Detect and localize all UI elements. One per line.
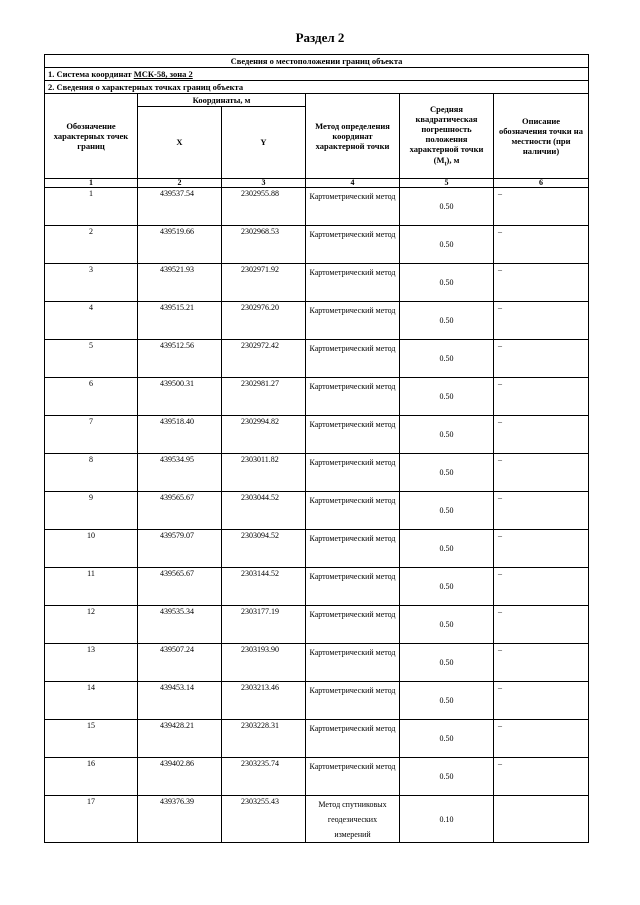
description-cell: –: [494, 530, 589, 568]
coordinate-x: 439565.67: [138, 492, 222, 530]
coordinate-y: 2303235.74: [222, 758, 306, 796]
coordinate-x: 439376.39: [138, 796, 222, 843]
method-cell: Картометрический метод: [306, 302, 400, 340]
description-cell: –: [494, 340, 589, 378]
method-cell: Картометрический метод: [306, 644, 400, 682]
accuracy-cell: 0.50: [400, 378, 494, 416]
coord-system-row: [45, 68, 589, 81]
coordinate-y: 2303144.52: [222, 568, 306, 606]
point-number: 7: [45, 416, 138, 454]
column-number-1: 1: [45, 179, 138, 188]
coordinate-y: 2303177.19: [222, 606, 306, 644]
accuracy-cell: 0.50: [400, 530, 494, 568]
point-number: 5: [45, 340, 138, 378]
point-number: 8: [45, 454, 138, 492]
table-row: [45, 758, 589, 796]
column-number-2: 2: [138, 179, 222, 188]
method-cell: Картометрический метод: [306, 758, 400, 796]
table-row: [45, 530, 589, 568]
point-number: 10: [45, 530, 138, 568]
point-number: 6: [45, 378, 138, 416]
coordinate-y: 2303011.82: [222, 454, 306, 492]
coordinate-y: 2303044.52: [222, 492, 306, 530]
point-number: 12: [45, 606, 138, 644]
table-caption: Сведения о местоположении границ объекта: [45, 55, 589, 68]
coordinate-y: 2302994.82: [222, 416, 306, 454]
method-cell: Картометрический метод: [306, 226, 400, 264]
description-cell: –: [494, 720, 589, 758]
accuracy-cell: 0.50: [400, 606, 494, 644]
table-row: [45, 720, 589, 758]
header-accuracy: [400, 94, 494, 179]
table-row: [45, 340, 589, 378]
coord-system-label: 1. Система координат: [48, 68, 132, 79]
coordinate-y: 2303213.46: [222, 682, 306, 720]
coordinate-x: 439515.21: [138, 302, 222, 340]
description-cell: –: [494, 606, 589, 644]
accuracy-cell: 0.50: [400, 454, 494, 492]
method-cell: Картометрический метод: [306, 530, 400, 568]
coordinate-x: 439519.66: [138, 226, 222, 264]
coordinate-x: 439507.24: [138, 644, 222, 682]
coordinate-x: 439579.07: [138, 530, 222, 568]
coordinate-y: 2303193.90: [222, 644, 306, 682]
table-row: [45, 492, 589, 530]
column-number-5: 5: [400, 179, 494, 188]
coordinate-y: 2302971.92: [222, 264, 306, 302]
coordinate-y: 2302981.27: [222, 378, 306, 416]
method-cell: Картометрический метод: [306, 720, 400, 758]
coordinate-x: 439535.34: [138, 606, 222, 644]
point-number: 1: [45, 188, 138, 226]
method-cell: Картометрический метод: [306, 606, 400, 644]
coordinate-y: 2303255.43: [222, 796, 306, 843]
description-cell: –: [494, 416, 589, 454]
points-section-title: 2. Сведения о характерных точках границ объекта: [45, 81, 589, 94]
method-cell: Картометрический метод: [306, 682, 400, 720]
accuracy-cell: 0.50: [400, 340, 494, 378]
coord-system-value: МСК-58, зона 2: [133, 68, 193, 79]
method-cell: Картометрический метод: [306, 492, 400, 530]
header-method: Метод определения координат характерной точки: [306, 94, 400, 179]
description-cell: –: [494, 454, 589, 492]
point-number: 15: [45, 720, 138, 758]
table-row: [45, 264, 589, 302]
accuracy-cell: 0.50: [400, 492, 494, 530]
table-row: [45, 606, 589, 644]
table-row: [45, 796, 589, 843]
column-numbers-row: [45, 179, 589, 188]
point-number: 4: [45, 302, 138, 340]
description-cell: –: [494, 492, 589, 530]
table-row: [45, 454, 589, 492]
boundary-points-table: [44, 54, 589, 843]
point-number: 16: [45, 758, 138, 796]
method-cell: Метод спутниковых геодезических измерений: [306, 796, 400, 843]
header-description: Описание обозначения точки на местности (при наличии): [494, 94, 589, 179]
point-number: 17: [45, 796, 138, 843]
coordinate-x: 439500.31: [138, 378, 222, 416]
accuracy-cell: 0.50: [400, 226, 494, 264]
coordinate-y: 2303094.52: [222, 530, 306, 568]
accuracy-cell: 0.50: [400, 416, 494, 454]
coordinate-x: 439453.14: [138, 682, 222, 720]
table-row: [45, 188, 589, 226]
coordinate-x: 439521.93: [138, 264, 222, 302]
coordinate-x: 439565.67: [138, 568, 222, 606]
column-number-4: 4: [306, 179, 400, 188]
point-number: 14: [45, 682, 138, 720]
header-designation: Обозначение характерных точек границ: [45, 94, 138, 179]
method-cell: Картометрический метод: [306, 378, 400, 416]
method-cell: Картометрический метод: [306, 416, 400, 454]
description-cell: –: [494, 378, 589, 416]
description-cell: –: [494, 644, 589, 682]
column-number-3: 3: [222, 179, 306, 188]
point-number: 3: [45, 264, 138, 302]
column-number-6: 6: [494, 179, 589, 188]
table-row: [45, 226, 589, 264]
accuracy-cell: 0.50: [400, 682, 494, 720]
table-row: [45, 568, 589, 606]
point-number: 13: [45, 644, 138, 682]
accuracy-cell: 0.50: [400, 188, 494, 226]
method-cell: Картометрический метод: [306, 340, 400, 378]
table-row: [45, 302, 589, 340]
table-row: [45, 644, 589, 682]
accuracy-header-text: Средняя квадратическая погрешность положения характерной точки $(M_t)$, м: [409, 103, 484, 168]
coordinate-y: 2303228.31: [222, 720, 306, 758]
coordinate-x: 439518.40: [138, 416, 222, 454]
header-y: Y: [222, 107, 306, 179]
accuracy-cell: 0.50: [400, 758, 494, 796]
table-row: [45, 378, 589, 416]
method-cell: Картометрический метод: [306, 188, 400, 226]
coordinate-x: 439537.54: [138, 188, 222, 226]
coordinate-x: 439402.86: [138, 758, 222, 796]
description-cell: –: [494, 302, 589, 340]
point-number: 11: [45, 568, 138, 606]
method-cell: Картометрический метод: [306, 264, 400, 302]
description-cell: [494, 796, 589, 843]
accuracy-cell: 0.50: [400, 264, 494, 302]
table-row: [45, 682, 589, 720]
method-cell: Картометрический метод: [306, 454, 400, 492]
description-cell: –: [494, 188, 589, 226]
description-cell: –: [494, 682, 589, 720]
description-cell: –: [494, 226, 589, 264]
coordinate-x: 439512.56: [138, 340, 222, 378]
description-cell: –: [494, 568, 589, 606]
accuracy-cell: 0.50: [400, 644, 494, 682]
table-row: [45, 416, 589, 454]
accuracy-cell: 0.50: [400, 568, 494, 606]
coordinate-y: 2302972.42: [222, 340, 306, 378]
coordinate-y: 2302955.88: [222, 188, 306, 226]
header-coordinates: Координаты, м: [138, 94, 306, 107]
accuracy-cell: 0.10: [400, 796, 494, 843]
page-title: Раздел 2: [295, 30, 345, 45]
description-cell: –: [494, 758, 589, 796]
coordinate-x: 439428.21: [138, 720, 222, 758]
header-x: X: [138, 107, 222, 179]
method-cell: Картометрический метод: [306, 568, 400, 606]
accuracy-cell: 0.50: [400, 302, 494, 340]
accuracy-cell: 0.50: [400, 720, 494, 758]
coordinate-y: 2302968.53: [222, 226, 306, 264]
coordinate-x: 439534.95: [138, 454, 222, 492]
description-cell: –: [494, 264, 589, 302]
coordinate-y: 2302976.20: [222, 302, 306, 340]
point-number: 9: [45, 492, 138, 530]
point-number: 2: [45, 226, 138, 264]
